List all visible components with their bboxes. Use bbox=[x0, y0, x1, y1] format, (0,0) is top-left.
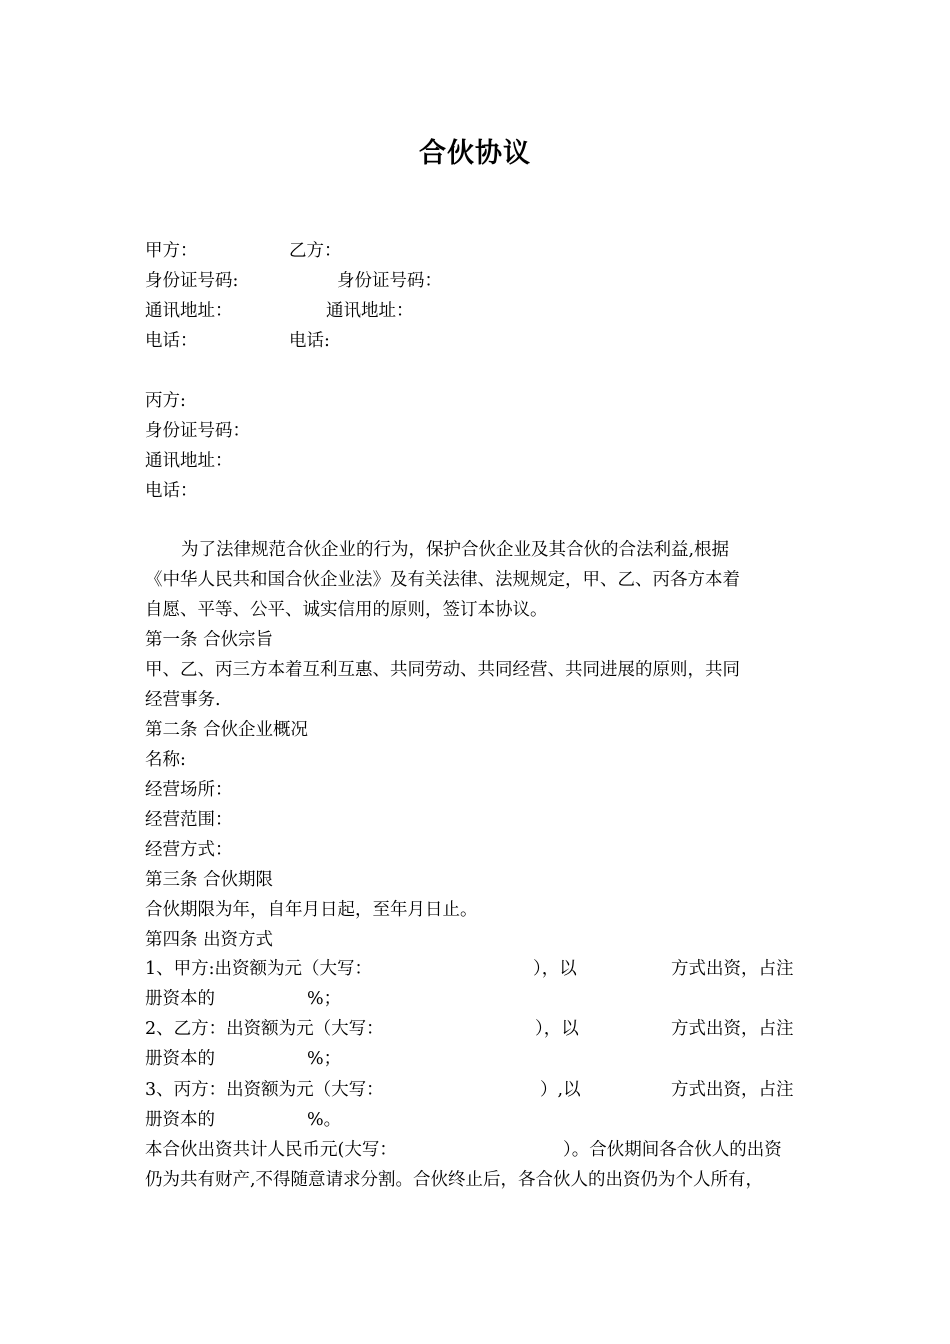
party-c-phone-label: 电话： bbox=[145, 481, 198, 501]
party-row-id bbox=[145, 270, 442, 292]
contribution-1-line-2 bbox=[145, 988, 342, 1010]
contribution-2-method: ），以 bbox=[535, 1019, 579, 1039]
contribution-1-share: 方式出资，占注 bbox=[671, 959, 794, 979]
contribution-3-line-1 bbox=[145, 1079, 794, 1101]
contribution-3-capital-label: 册资本的 bbox=[145, 1110, 215, 1130]
party-b-phone-label: 电话: bbox=[289, 331, 330, 351]
total-contribution-line-2: 仍为共有财产,不得随意请求分割。合伙终止后，各合伙人的出资仍为个人所有， bbox=[145, 1170, 764, 1190]
contribution-1-percent: %； bbox=[307, 989, 342, 1009]
party-c-id-label: 身份证号码： bbox=[145, 421, 250, 441]
total-contribution-line-1 bbox=[145, 1139, 782, 1161]
party-c-label: 丙方: bbox=[145, 391, 186, 411]
article-3-heading: 第三条 合伙期限 bbox=[145, 870, 274, 890]
article-3-line: 合伙期限为年，自年月日起，至年月日止。 bbox=[145, 900, 478, 920]
contribution-1-line-1 bbox=[145, 958, 794, 980]
party-a-phone-label: 电话： bbox=[145, 331, 198, 351]
party-c-address-label: 通讯地址： bbox=[145, 451, 233, 471]
business-place-label: 经营场所： bbox=[145, 780, 233, 800]
party-b-address-label: 通讯地址： bbox=[326, 301, 414, 321]
party-a-label: 甲方： bbox=[145, 241, 198, 261]
contribution-2-percent: %； bbox=[307, 1049, 342, 1069]
party-b-label: 乙方： bbox=[289, 241, 342, 261]
total-contribution-note: ）。合伙期间各合伙人的出资 bbox=[563, 1140, 782, 1160]
party-row-phone bbox=[145, 330, 330, 352]
contribution-1-amount: 1、甲方:出资额为元（大写： bbox=[145, 959, 373, 979]
article-4-heading: 第四条 出资方式 bbox=[145, 930, 274, 950]
contribution-3-method: ）,以 bbox=[540, 1080, 581, 1100]
contribution-1-capital-label: 册资本的 bbox=[145, 989, 215, 1009]
contribution-2-amount: 2、乙方：出资额为元（大写： bbox=[145, 1019, 384, 1039]
party-a-address-label: 通讯地址： bbox=[145, 301, 233, 321]
business-mode-label: 经营方式： bbox=[145, 840, 233, 860]
article-1-line-1: 甲、乙、丙三方本着互利互惠、共同劳动、共同经营、共同进展的原则，共同 bbox=[145, 660, 740, 680]
enterprise-name-label: 名称: bbox=[145, 750, 186, 770]
contribution-3-amount: 3、丙方：出资额为元（大写： bbox=[145, 1080, 384, 1100]
contribution-3-share: 方式出资，占注 bbox=[671, 1080, 794, 1100]
contribution-1-method: ），以 bbox=[533, 959, 577, 979]
party-row-address bbox=[145, 300, 414, 322]
party-b-id-label: 身份证号码： bbox=[337, 271, 442, 291]
party-row-name bbox=[145, 240, 342, 262]
article-1-heading: 第一条 合伙宗旨 bbox=[145, 630, 274, 650]
party-a-id-label: 身份证号码: bbox=[145, 271, 239, 291]
preamble-line-1: 为了法律规范合伙企业的行为，保护合伙企业及其合伙的合法利益,根据 bbox=[181, 540, 730, 560]
article-2-heading: 第二条 合伙企业概况 bbox=[145, 720, 309, 740]
contribution-3-percent: %。 bbox=[307, 1110, 342, 1130]
article-1-line-2: 经营事务. bbox=[145, 690, 221, 710]
preamble-line-3: 自愿、平等、公平、诚实信用的原则，签订本协议。 bbox=[145, 600, 548, 620]
document-title: 合伙协议 bbox=[419, 138, 531, 169]
total-contribution-label: 本合伙出资共计人民币元(大写： bbox=[145, 1140, 397, 1160]
contribution-3-line-2 bbox=[145, 1109, 342, 1131]
business-scope-label: 经营范围： bbox=[145, 810, 233, 830]
preamble-line-2: 《中华人民共和国合伙企业法》及有关法律、法规规定，甲、乙、丙各方本着 bbox=[145, 570, 740, 590]
contribution-2-line-2 bbox=[145, 1048, 342, 1070]
contribution-2-capital-label: 册资本的 bbox=[145, 1049, 215, 1069]
contribution-2-line-1 bbox=[145, 1018, 794, 1040]
contribution-2-share: 方式出资，占注 bbox=[671, 1019, 794, 1039]
